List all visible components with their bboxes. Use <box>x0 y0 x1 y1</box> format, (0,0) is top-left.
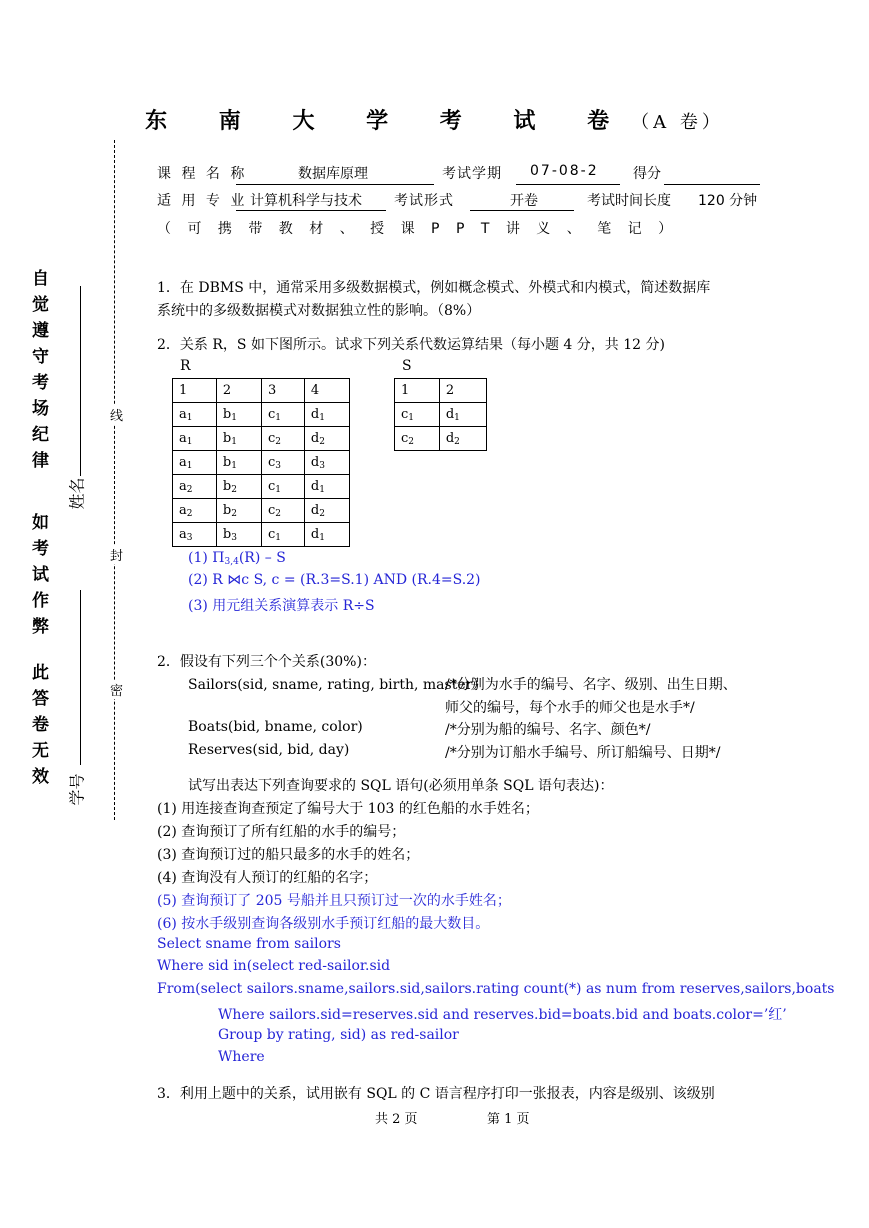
sql-line-2: Where sid in(select red-sailor.sid <box>157 958 391 974</box>
table-cell: $a_1$ <box>173 427 217 451</box>
discipline-char: 觉 <box>32 295 49 315</box>
q2a-sub2: (2) R ⋈c S, c = (R.3=S.1) AND (R.4=S.2) <box>188 572 481 588</box>
duration-value: 120 分钟 <box>698 193 758 209</box>
q2a-sub1: (1) $\Pi_{3,4}(R)$ – S <box>188 550 286 567</box>
reserves-note: /*分别为订船水手编号、所订船编号、日期*/ <box>445 745 721 761</box>
table-cell: $b_2$ <box>216 475 261 499</box>
relation-s-table <box>394 378 487 451</box>
term-underline <box>516 184 620 185</box>
table-row <box>173 475 350 499</box>
query-item-3: (3) 查询预订过的船只最多的水手的姓名； <box>157 847 420 863</box>
table-cell: $d_1$ <box>439 403 486 427</box>
table-cell: $b_2$ <box>216 499 261 523</box>
major-underline <box>236 210 386 211</box>
relation-r-label: R <box>180 358 191 374</box>
id-field-line[interactable] <box>80 590 81 765</box>
invalid-char: 无 <box>32 741 49 761</box>
table-cell: $b_1$ <box>216 451 261 475</box>
table-row <box>173 523 350 547</box>
sql-line-4: Where sailors.sid=reserves.sid and reserves.bid=boats.bid and boats.color=’红’ <box>218 1007 787 1023</box>
discipline-char: 自 <box>32 269 49 289</box>
sailors-note2: 师父的编号，每个水手的师父也是水手*/ <box>445 700 695 716</box>
query-item-2: (2) 查询预订了所有红船的水手的编号； <box>157 824 406 840</box>
table-cell: $a_2$ <box>173 475 217 499</box>
table-row <box>395 427 487 451</box>
discipline-char: 守 <box>32 347 49 367</box>
discipline-char: 考 <box>32 373 49 393</box>
q3-line1: 3．利用上题中的关系，试用嵌有 SQL 的 C 语言程序打印一张报表，内容是级别、该级别 <box>157 1086 715 1102</box>
relation-s-label: S <box>402 358 412 374</box>
q1-line1: 1．在 DBMS 中，通常采用多级数据模式，例如概念模式、外模式和内模式，简述数据库 <box>157 280 711 296</box>
q2a-intro: 2．关系 R，S 如下图所示。试求下列关系代数运算结果（每小题 4 分，共 12 分) <box>157 337 665 353</box>
table-cell: $d_3$ <box>304 451 349 475</box>
table-cell: $c_1$ <box>262 475 305 499</box>
sql-line-1: Select sname from sailors <box>157 936 341 952</box>
warning-char: 弊 <box>32 617 49 637</box>
form-value: 开卷 <box>510 193 538 209</box>
allowed-materials: （ 可 携 带 教 材 、 授 课 P P T 讲 义 、 笔 记 ） <box>157 221 679 237</box>
invalid-char: 答 <box>32 689 49 709</box>
secret-label: 密 <box>110 680 123 699</box>
course-label: 课 程 名 称 <box>157 166 248 182</box>
invalid-char: 此 <box>32 663 49 683</box>
table-cell: 2 <box>439 379 486 403</box>
major-label: 适 用 专 业 <box>157 193 248 209</box>
footer-current-page: 第 1 页 <box>487 1112 530 1127</box>
table-cell: $d_1$ <box>304 403 349 427</box>
table-cell: $c_1$ <box>262 403 305 427</box>
table-cell: $b_1$ <box>216 427 261 451</box>
table-cell: $c_2$ <box>395 427 440 451</box>
discipline-char: 纪 <box>32 425 49 445</box>
duration-label: 考试时间长度 <box>587 193 671 209</box>
table-cell: $a_3$ <box>173 523 217 547</box>
boats-note: /*分别为船的编号、名字、颜色*/ <box>445 722 651 738</box>
table-row <box>395 379 487 403</box>
table-cell: 3 <box>262 379 305 403</box>
table-cell: $d_2$ <box>304 427 349 451</box>
sql-line-6: Where <box>218 1049 265 1065</box>
table-cell: $d_2$ <box>439 427 486 451</box>
table-row <box>173 451 350 475</box>
course-underline <box>236 184 434 185</box>
table-cell: $a_1$ <box>173 403 217 427</box>
table-cell: 1 <box>173 379 217 403</box>
reserves-schema: Reserves(sid, bid, day) <box>188 742 350 758</box>
table-cell: $c_3$ <box>262 451 305 475</box>
boats-schema: Boats(bid, bname, color) <box>188 719 363 735</box>
discipline-char: 律 <box>32 451 49 471</box>
table-row <box>173 403 350 427</box>
sql-line-3: From(select sailors.sname,sailors.sid,sailors.rating count(*) as num from reserves,sailors,boats <box>157 981 835 997</box>
major-value: 计算机科学与技术 <box>250 193 362 209</box>
form-underline <box>470 210 574 211</box>
exam-title <box>0 104 869 135</box>
table-row <box>173 427 350 451</box>
course-value: 数据库原理 <box>298 166 368 182</box>
discipline-char: 场 <box>32 399 49 419</box>
score-label: 得分 <box>633 166 661 182</box>
table-cell: $c_2$ <box>262 427 305 451</box>
warning-char: 作 <box>32 591 49 611</box>
term-value: 07-08-2 <box>530 163 599 179</box>
table-row <box>173 379 350 403</box>
name-label: 姓名 <box>67 477 87 510</box>
table-cell: $b_3$ <box>216 523 261 547</box>
table-cell: $c_1$ <box>395 403 440 427</box>
score-underline <box>664 184 760 185</box>
warning-char: 如 <box>32 513 49 533</box>
table-cell: $d_1$ <box>304 523 349 547</box>
warning-char: 试 <box>32 565 49 585</box>
sailors-schema: Sailors(sid, sname, rating, birth, master） <box>188 677 487 693</box>
query-item-6: (6) 按水手级别查询各级别水手预订红船的最大数目。 <box>157 916 490 932</box>
table-cell: $c_1$ <box>262 523 305 547</box>
table-cell: $d_2$ <box>304 499 349 523</box>
relation-r-table <box>172 378 350 547</box>
table-cell: $a_1$ <box>173 451 217 475</box>
q2b-intro: 2．假设有下列三个个关系(30%)： <box>157 654 376 670</box>
exam-title-suffix: （A 卷） <box>631 112 724 133</box>
table-cell: $a_2$ <box>173 499 217 523</box>
name-field-line[interactable] <box>80 286 81 476</box>
table-cell: $c_2$ <box>262 499 305 523</box>
form-label: 考试形式 <box>394 193 454 209</box>
table-cell: 2 <box>216 379 261 403</box>
q2b-instruction: 试写出表达下列查询要求的 SQL 语句(必须用单条 SQL 语句表达)： <box>188 778 614 794</box>
term-label: 考试学期 <box>442 166 502 182</box>
exam-title-main: 东 南 大 学 考 试 卷 <box>145 108 632 134</box>
warning-char: 考 <box>32 539 49 559</box>
table-cell: $b_1$ <box>216 403 261 427</box>
footer-total-pages: 共 2 页 <box>375 1112 418 1127</box>
invalid-char: 卷 <box>32 715 49 735</box>
q2a-sub3: (3) 用元组关系演算表示 R÷S <box>188 598 375 614</box>
table-cell: 1 <box>395 379 440 403</box>
seal-label: 封 <box>110 545 123 564</box>
sailors-note1: /*分别为水手的编号、名字、级别、出生日期、 <box>445 677 737 693</box>
q1-line2: 系统中的多级数据模式对数据独立性的影响。（8%） <box>157 303 481 319</box>
query-item-4: (4) 查询没有人预订的红船的名字； <box>157 870 378 886</box>
table-row <box>395 403 487 427</box>
query-item-5: (5) 查询预订了 205 号船并且只预订过一次的水手姓名； <box>157 893 511 909</box>
discipline-char: 遵 <box>32 321 49 341</box>
sql-line-5: Group by rating, sid) as red-sailor <box>218 1027 459 1043</box>
cut-line <box>114 140 115 820</box>
query-item-1: (1) 用连接查询查预定了编号大于 103 的红色船的水手姓名； <box>157 801 539 817</box>
invalid-char: 效 <box>32 767 49 787</box>
table-cell: 4 <box>304 379 349 403</box>
cut-line-label: 线 <box>110 405 123 424</box>
id-label: 学号 <box>67 773 87 806</box>
table-row <box>173 499 350 523</box>
table-cell: $d_1$ <box>304 475 349 499</box>
